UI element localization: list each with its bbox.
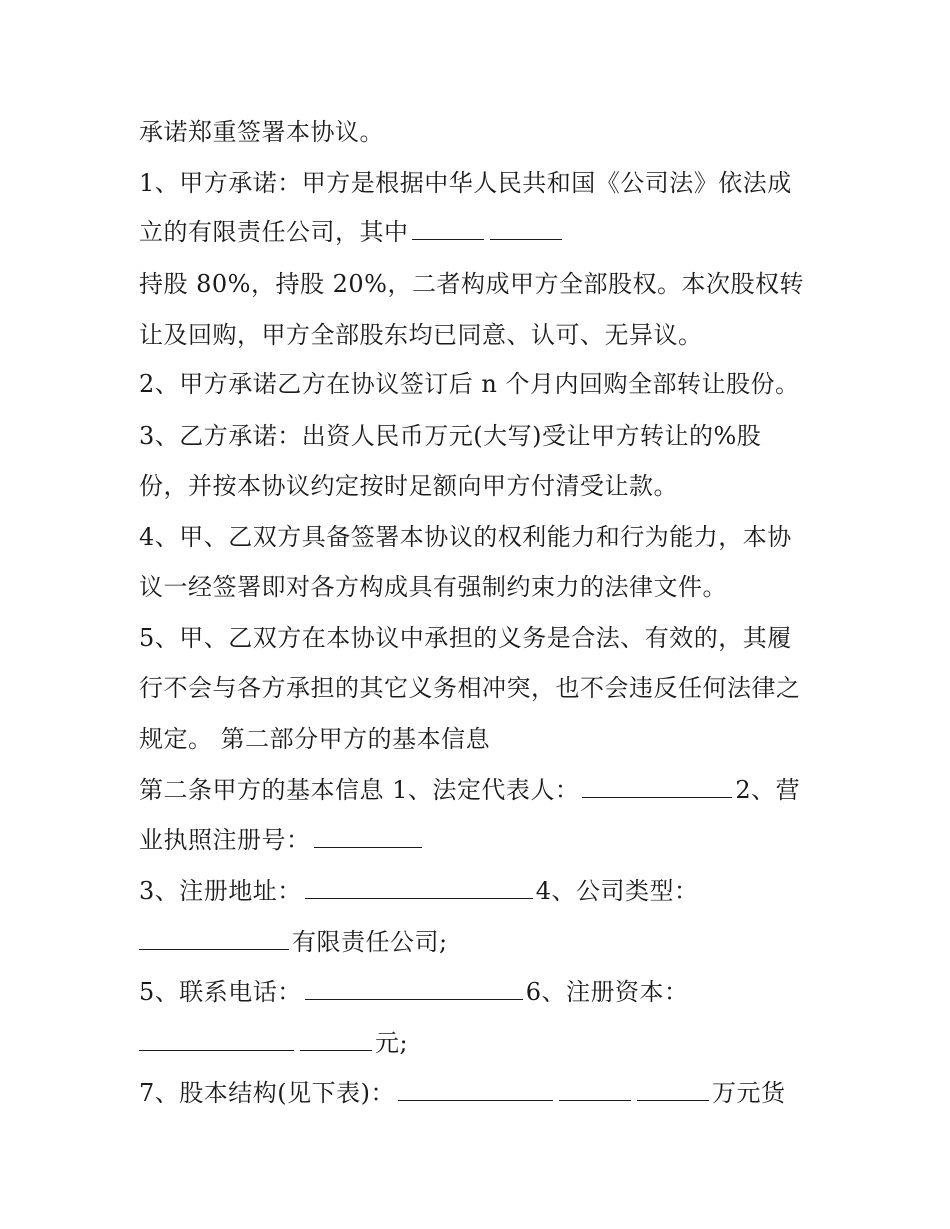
line-text: 2、营 <box>735 776 801 804</box>
line-text: 4、公司类型： <box>535 877 699 905</box>
line-text: 业执照注册号： <box>139 826 311 854</box>
paragraph-line <box>139 825 425 855</box>
paragraph-line <box>139 320 703 350</box>
line-text: 5、联系电话： <box>139 978 302 1006</box>
paragraph-line <box>139 168 792 198</box>
blank-field[interactable] <box>300 1028 372 1051</box>
paragraph-line <box>139 269 804 299</box>
blank-field[interactable] <box>305 876 533 899</box>
paragraph-line <box>139 217 565 247</box>
paragraph-line <box>139 421 761 451</box>
line-text: 2、甲方承诺乙方在协议签订后 n 个月内回购全部转让股份。 <box>139 370 800 398</box>
paragraph-line <box>139 369 799 399</box>
paragraph-line <box>139 522 792 552</box>
blank-field[interactable] <box>490 217 562 240</box>
blank-field[interactable] <box>582 775 732 798</box>
line-text: 有限责任公司; <box>292 928 448 956</box>
line-text: 3、乙方承诺：出资人民币万元(大写)受让甲方转让的%股 <box>139 422 762 450</box>
paragraph-line <box>139 117 384 147</box>
paragraph-line <box>139 471 678 501</box>
line-text: 承诺郑重签署本协议。 <box>139 118 384 146</box>
line-text: 第二条甲方的基本信息 1、法定代表人： <box>139 776 580 804</box>
blank-field[interactable] <box>559 1078 631 1101</box>
line-text: 万元货 <box>712 1079 786 1107</box>
line-text: 让及回购，甲方全部股东均已同意、认可、无异议。 <box>139 321 703 349</box>
blank-field[interactable] <box>139 1028 294 1051</box>
blank-field[interactable] <box>139 927 289 950</box>
line-text: 6、注册资本： <box>525 978 689 1006</box>
blank-field[interactable] <box>637 1078 709 1101</box>
line-text: 4、甲、乙双方具备签署本协议的权利能力和行为能力，本协 <box>139 523 792 551</box>
line-text: 持股 80%，持股 20%，二者构成甲方全部股权。本次股权转 <box>139 270 804 298</box>
paragraph-line <box>139 623 792 653</box>
line-text: 行不会与各方承担的其它义务相冲突，也不会违反任何法律之 <box>139 674 801 702</box>
paragraph-line <box>139 1078 786 1108</box>
line-text: 元; <box>375 1029 409 1057</box>
paragraph-line <box>139 927 448 957</box>
paragraph-line <box>139 1028 408 1058</box>
line-text: 议一经签署即对各方构成具有强制约束力的法律文件。 <box>139 573 727 601</box>
line-text: 7、股本结构(见下表)： <box>139 1079 395 1107</box>
line-text: 3、注册地址： <box>139 877 302 905</box>
line-text: 5、甲、乙双方在本协议中承担的义务是合法、有效的，其履 <box>139 624 792 652</box>
line-text: 规定。 第二部分甲方的基本信息 <box>139 725 491 753</box>
paragraph-line <box>139 977 689 1007</box>
paragraph-line <box>139 724 490 754</box>
paragraph-line <box>139 775 800 805</box>
line-text: 1、甲方承诺：甲方是根据中华人民共和国《公司法》依法成 <box>139 169 792 197</box>
paragraph-line <box>139 572 727 602</box>
line-text: 立的有限责任公司，其中 <box>139 218 409 246</box>
blank-field[interactable] <box>314 825 422 848</box>
paragraph-line <box>139 673 801 703</box>
paragraph-line <box>139 876 699 906</box>
blank-field[interactable] <box>398 1078 553 1101</box>
blank-field[interactable] <box>305 977 523 1000</box>
blank-field[interactable] <box>412 217 484 240</box>
line-text: 份，并按本协议约定按时足额向甲方付清受让款。 <box>139 472 678 500</box>
